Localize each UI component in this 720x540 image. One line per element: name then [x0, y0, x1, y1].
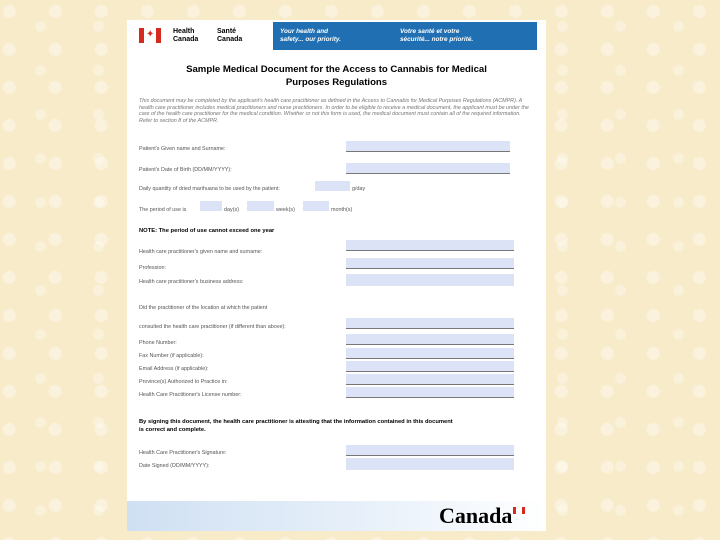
period-weeks-input[interactable]	[247, 201, 274, 211]
intro-paragraph: This document may be completed by the applicant's health care practitioner as defined in the Access to Cannabis for Medical Purposes Regulations (ACMPR). A health care practitioner includes medical practitioners and nurse practitioners. In order to be eligible to receive a medical document, the applicant must be under the care of the health care practitioner for the medical condition. Whether or not this form is used, the medical document must contain all of the required information. Refer to section 8 of the ACMPR.	[139, 98, 529, 124]
consulted-location-label-1: Did the practitioner of the location at which the patient	[139, 305, 268, 311]
period-days-unit: day(s)	[224, 207, 239, 213]
email-input[interactable]	[346, 361, 514, 372]
date-signed-label: Date Signed (DD/MM/YYYY):	[139, 463, 210, 469]
dept-name-en: Health Canada	[173, 28, 199, 43]
practitioner-name-label: Health care practitioner's given name and surname:	[139, 249, 263, 255]
signature-label: Health Care Practitioner's Signature:	[139, 450, 227, 456]
header-identity	[133, 22, 273, 50]
period-note: NOTE: The period of use cannot exceed one year	[139, 228, 275, 234]
government-header	[133, 22, 537, 50]
period-weeks-unit: week(s)	[276, 207, 295, 213]
profession-label: Profession:	[139, 265, 166, 271]
patient-name-input[interactable]	[346, 141, 510, 152]
wordmark-flag-icon	[513, 507, 525, 514]
document-title: Sample Medical Document for the Access to Cannabis for Medical Purposes Regulations	[186, 64, 487, 88]
daily-quantity-input[interactable]	[315, 181, 350, 191]
fax-input[interactable]	[346, 348, 514, 359]
signature-input[interactable]	[346, 445, 514, 456]
medical-document-page	[127, 20, 546, 531]
consulted-location-label-2: consulted the health care practitioner (if different than above):	[139, 324, 286, 330]
provinces-label: Province(s) Authorized to Practice in:	[139, 379, 228, 385]
patient-dob-input[interactable]	[346, 163, 510, 174]
phone-label: Phone Number:	[139, 340, 177, 346]
business-address-input[interactable]	[346, 274, 514, 286]
provinces-input[interactable]	[346, 374, 514, 385]
patient-name-label: Patient's Given name and Surname:	[139, 146, 226, 152]
slogan-fr: Votre santé et votre sécurité... notre priorité.	[400, 28, 474, 43]
period-days-input[interactable]	[200, 201, 222, 211]
attestation-statement: By signing this document, the health care practitioner is attesting that the information contained in this document is correct and complete.	[139, 419, 453, 433]
license-input[interactable]	[346, 387, 514, 398]
period-months-input[interactable]	[303, 201, 329, 211]
header-slogan-bar	[273, 22, 537, 50]
email-label: Email Address (if applicable):	[139, 366, 209, 372]
canada-wordmark: Canada	[439, 503, 513, 528]
fax-label: Fax Number (if applicable):	[139, 353, 204, 359]
daily-quantity-unit: g/day	[352, 186, 366, 192]
canada-flag-icon: ✦	[139, 28, 161, 43]
slogan-en: Your health and safety... our priority.	[280, 28, 341, 43]
date-signed-input[interactable]	[346, 458, 514, 470]
practitioner-name-input[interactable]	[346, 240, 514, 251]
patient-dob-label: Patient's Date of Birth (DD/MM/YYYY):	[139, 167, 232, 173]
period-label: The period of use is	[139, 207, 187, 213]
consulted-location-input[interactable]	[346, 318, 514, 329]
profession-input[interactable]	[346, 258, 514, 269]
daily-quantity-label: Daily quantity of dried marihuana to be used by the patient:	[139, 186, 280, 192]
period-months-unit: month(s)	[331, 207, 353, 213]
phone-input[interactable]	[346, 334, 514, 345]
dept-name-fr: Santé Canada	[217, 28, 243, 43]
business-address-label: Health care practitioner's business address:	[139, 279, 244, 285]
license-label: Health Care Practitioner's License number:	[139, 392, 242, 398]
